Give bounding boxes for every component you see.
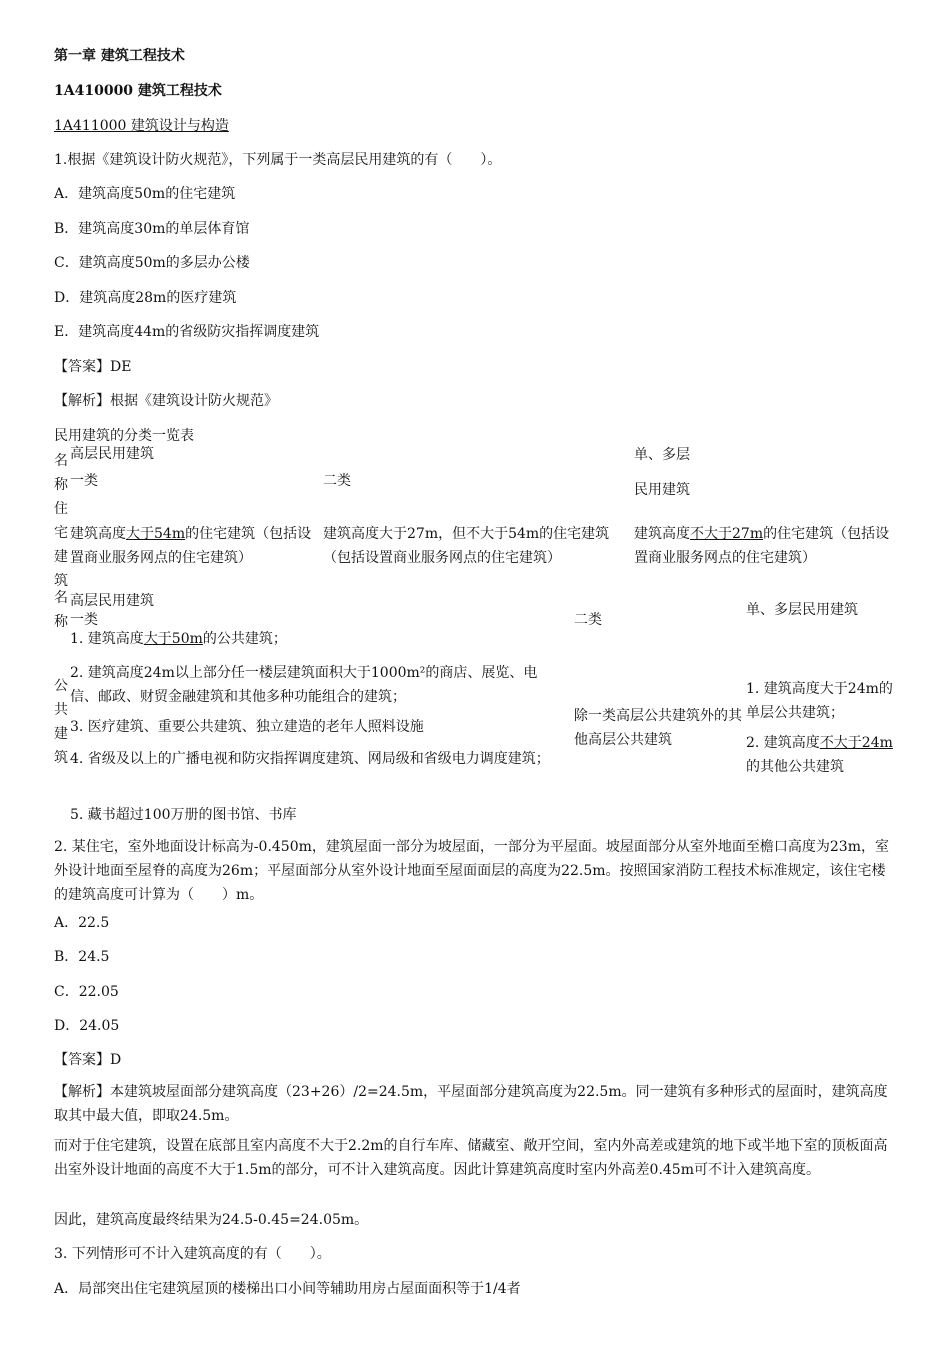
public-item-2: 2. 建筑高度24m以上部分任一楼层建筑面积大于1000m²的商店、展览、电信、邮政、财贸金融建筑和其他多种功能组合的建筑； <box>70 665 538 705</box>
q2-analysis-3: 因此，建筑高度最终结果为24.5-0.45=24.05m。 <box>54 1212 369 1228</box>
q3-option-a: A．局部突出住宅建筑屋顶的楼梯出口小间等辅助用房占屋面面积等于1/4者 <box>54 1281 521 1297</box>
public-low-multi-item-2: 2. 建筑高度不大于24m的其他公共建筑 <box>746 735 893 775</box>
q1-option-a: A．建筑高度50m的住宅建筑 <box>54 186 236 202</box>
public-item-4: 4. 省级及以上的广播电视和防灾指挥调度建筑、网局级和省级电力调度建筑； <box>70 751 550 767</box>
public-item-1: 1. 建筑高度大于50m的公共建筑； <box>70 631 287 647</box>
public-class2-cell: 除一类高层公共建筑外的其他高层公共建筑 <box>574 708 742 748</box>
q1-option-d: D．建筑高度28m的医疗建筑 <box>54 290 237 306</box>
public-low-multi-header: 单、多层民用建筑 <box>746 602 858 618</box>
residential-class1-header: 一类 <box>70 473 98 489</box>
table-caption: 民用建筑的分类一览表 <box>54 428 194 444</box>
q1-option-e: E．建筑高度44m的省级防灾指挥调度建筑 <box>54 324 320 340</box>
public-item-5: 5. 藏书超过100万册的图书馆、书库 <box>70 807 297 823</box>
section-code: 1A410000 建筑工程技术 <box>54 83 222 99</box>
subsection-title: 1A411000 建筑设计与构造 <box>54 118 229 134</box>
q2-analysis-2: 而对于住宅建筑，设置在底部且室内高度不大于2.2m的自行车库、储藏室、敞开空间，室内外高差或建筑的地下或半地下室的顶板面高出室外设计地面的高度不大于1.5m的部分，可不计入建筑高度。因此计算建筑高度时室内外高差0.45m可不计入建筑高度。 <box>54 1138 888 1178</box>
q1-stem: 1.根据《建筑设计防火规范》，下列属于一类高层民用建筑的有（ ）。 <box>54 152 502 168</box>
residential-class2-cell: 建筑高度大于27m，但不大于54m的住宅建筑（包括设置商业服务网点的住宅建筑） <box>323 526 610 566</box>
q2-stem: 2. 某住宅，室外地面设计标高为-0.450m，建筑屋面一部分为坡屋面，一部分为平屋面。坡屋面部分从室外地面至檐口高度为23m，室外设计地面至屋脊的高度为26m；平屋面部分从室外设计地面至屋面面层的高度为22.5m。按照国家消防工程技术标准规定，该住宅楼的建筑高度可计算为（ ）m。 <box>54 839 889 903</box>
residential-class2-header: 二类 <box>323 473 351 489</box>
q2-option-c: C．22.05 <box>54 984 119 1000</box>
residential-high-rise-header: 高层民用建筑 <box>70 446 154 462</box>
q2-answer: 【答案】D <box>54 1052 122 1068</box>
q1-option-b: B．建筑高度30m的单层体育馆 <box>54 221 250 237</box>
chapter-title: 第一章 建筑工程技术 <box>54 48 185 64</box>
residential-low-multi-cell: 建筑高度不大于27m的住宅建筑（包括设置商业服务网点的住宅建筑） <box>634 526 890 566</box>
public-class1-header: 一类 <box>70 612 98 628</box>
public-low-multi-item-1: 1. 建筑高度大于24m的单层公共建筑； <box>746 681 893 721</box>
q2-option-b: B．24.5 <box>54 949 110 965</box>
public-building-label: 公共建筑 <box>54 678 68 766</box>
residential-low-multi-header-a: 单、多层 <box>634 447 690 463</box>
public-high-rise-header: 高层民用建筑 <box>70 593 154 609</box>
q1-answer: 【答案】DE <box>54 359 132 375</box>
q1-analysis: 【解析】根据《建筑设计防火规范》 <box>54 393 278 409</box>
q2-option-a: A．22.5 <box>54 915 110 931</box>
residential-low-multi-header-b: 民用建筑 <box>634 482 690 498</box>
public-class2-header: 二类 <box>574 612 602 628</box>
public-name-label: 名称 <box>54 590 68 630</box>
residential-name-label: 名称 <box>54 453 68 493</box>
residential-building-label: 住宅建筑 <box>54 501 68 589</box>
q2-analysis-1: 【解析】本建筑坡屋面部分建筑高度（23+26）/2=24.5m，平屋面部分建筑高度为22.5m。同一建筑有多种形式的屋面时，建筑高度取其中最大值，即取24.5m。 <box>54 1084 888 1124</box>
q3-stem: 3. 下列情形可不计入建筑高度的有（ ）。 <box>54 1246 331 1262</box>
residential-class1-cell: 建筑高度大于54m的住宅建筑（包括设置商业服务网点的住宅建筑） <box>70 526 312 566</box>
q1-option-c: C．建筑高度50m的多层办公楼 <box>54 255 250 271</box>
public-item-3: 3. 医疗建筑、重要公共建筑、独立建造的老年人照料设施 <box>70 719 424 735</box>
q2-option-d: D．24.05 <box>54 1018 120 1034</box>
